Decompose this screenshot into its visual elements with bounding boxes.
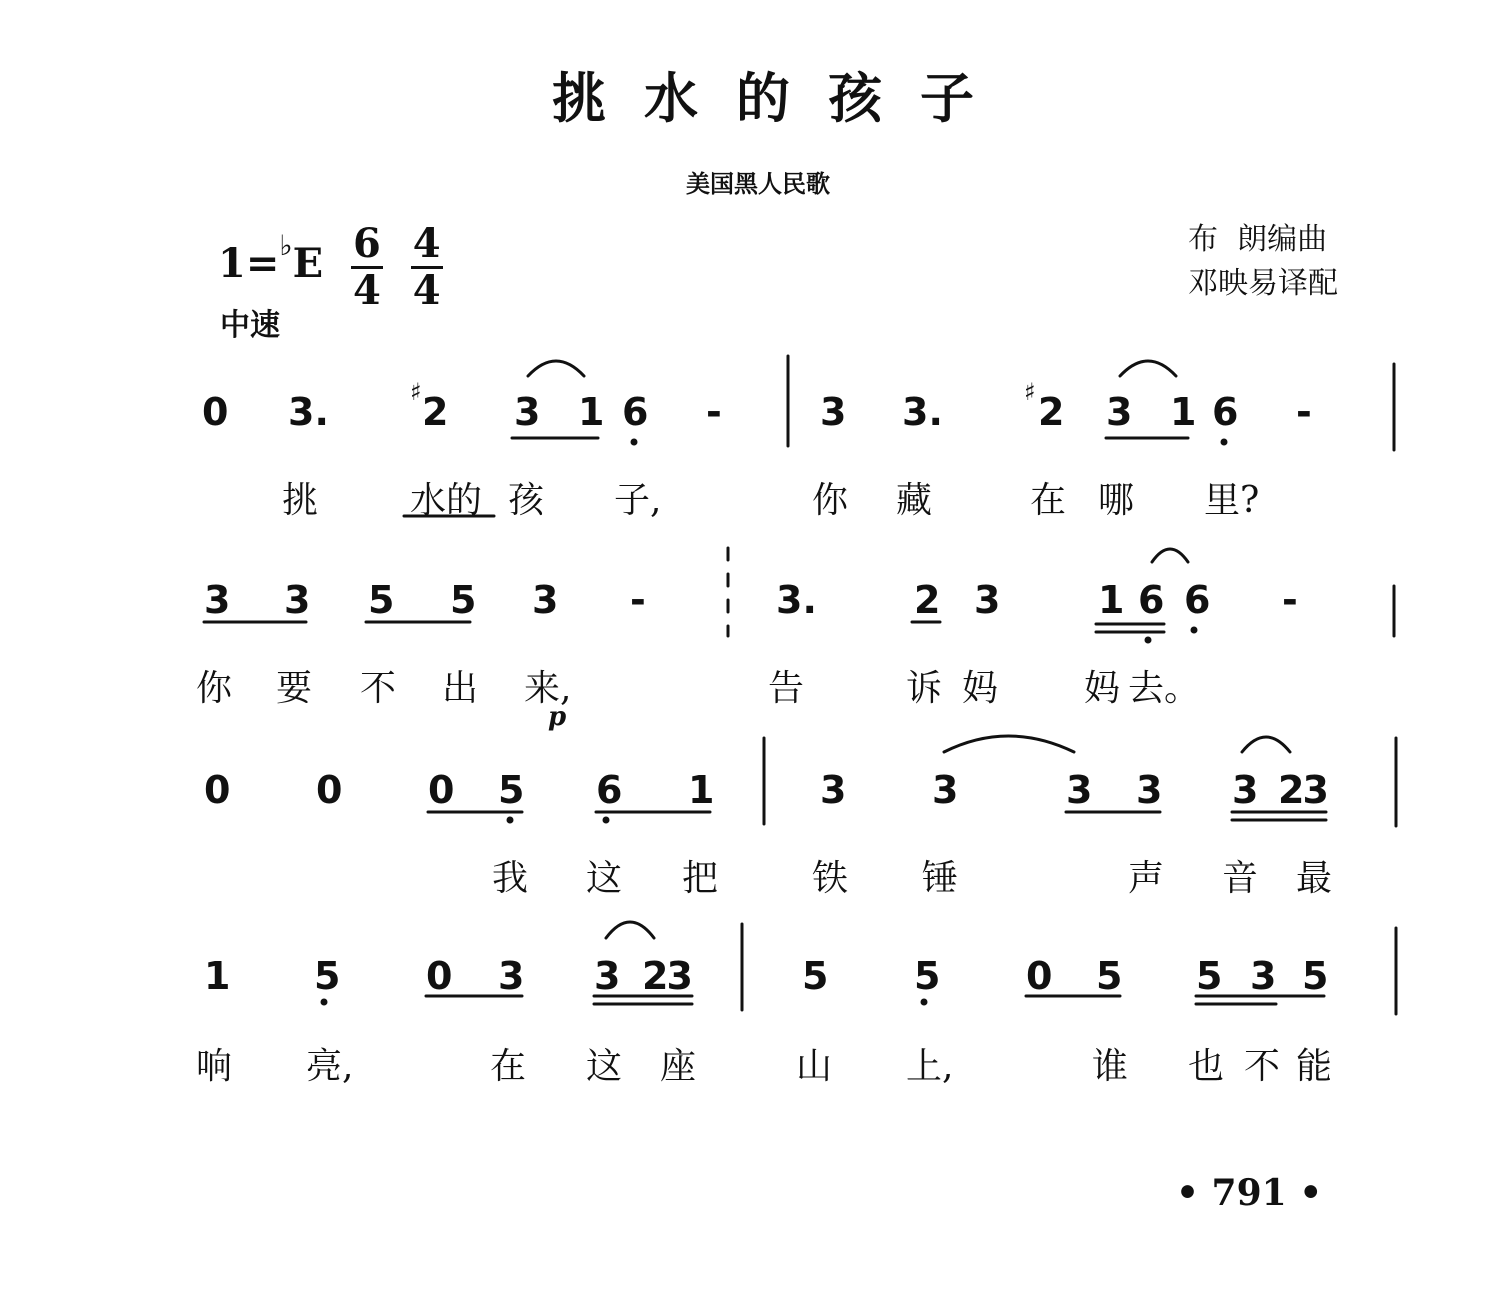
lyric: 水的: [410, 480, 483, 521]
octave-dot: [603, 817, 610, 824]
lyric: 我: [492, 858, 529, 899]
octave-dot: [321, 999, 328, 1006]
flat-sign: ♭: [279, 229, 293, 262]
lyric: 妈: [962, 668, 999, 709]
octave-dot: [1145, 637, 1152, 644]
note: 3: [974, 578, 1001, 622]
note: 3: [1250, 954, 1277, 998]
lyric: 孩: [508, 480, 545, 521]
slur: [606, 922, 654, 938]
page-number: • 791 •: [1176, 1172, 1323, 1214]
lyric: 最: [1296, 858, 1333, 899]
lyric: 把: [682, 858, 719, 899]
note: 3: [514, 390, 541, 434]
lyric: 出: [442, 668, 479, 709]
note: 6: [622, 390, 649, 434]
octave-dot: [631, 439, 638, 446]
note: 3: [532, 578, 559, 622]
note: 5: [498, 768, 525, 812]
note: 3: [498, 954, 525, 998]
tempo-marking: 中速: [220, 308, 280, 343]
note: 1: [578, 390, 605, 434]
note: 0: [316, 768, 343, 812]
note: 3: [1066, 768, 1093, 812]
lyric: 你: [196, 668, 233, 709]
ts1-denominator: 4: [353, 266, 381, 314]
note: 2: [422, 390, 449, 434]
note: 1: [688, 768, 715, 812]
lyric: 妈: [1084, 668, 1121, 709]
lyric: 上,: [906, 1046, 954, 1087]
lyric: 里?: [1204, 480, 1260, 521]
lyric: 这: [586, 858, 623, 899]
dynamic-piano: p: [548, 702, 567, 732]
note: 0: [204, 768, 231, 812]
note: 5: [802, 954, 829, 998]
song-title: 挑水的孩子: [552, 66, 1012, 130]
lyric: 声: [1128, 858, 1165, 899]
slur: [528, 361, 584, 376]
note: 1: [1170, 390, 1197, 434]
lyric: 亮,: [306, 1046, 354, 1087]
lyric: 山: [796, 1046, 833, 1087]
ts2-denominator: 4: [412, 266, 441, 314]
slur: [1120, 361, 1176, 376]
octave-dot: [1191, 627, 1198, 634]
credit-arranger: 布 朗编曲: [1188, 222, 1328, 257]
note: 0: [426, 954, 453, 998]
key-letter: E: [292, 240, 324, 287]
octave-dot: [507, 817, 514, 824]
lyric: 诉: [906, 668, 943, 709]
note: 6: [1212, 390, 1239, 434]
ts2-numerator: 4: [412, 219, 441, 267]
note: 3: [1232, 768, 1259, 812]
note: 3.: [902, 390, 943, 434]
note: 5: [368, 578, 395, 622]
note: 3: [1136, 768, 1163, 812]
note: 0: [1026, 954, 1053, 998]
note: 5: [450, 578, 477, 622]
lyric: 去。: [1128, 668, 1201, 709]
lyric: 告: [768, 668, 805, 709]
lyric: 不: [1244, 1046, 1281, 1087]
note: 1: [1098, 578, 1125, 622]
lyric: 在: [490, 1046, 527, 1087]
lyric: 在: [1030, 480, 1067, 521]
lyric: 子,: [614, 480, 662, 521]
note: 3: [284, 578, 311, 622]
lyric: 也: [1188, 1046, 1225, 1087]
note: 5: [1096, 954, 1123, 998]
note: 3.: [776, 578, 817, 622]
lyric: 能: [1296, 1046, 1333, 1087]
lyric: 锤: [922, 858, 959, 899]
note: 3: [932, 768, 959, 812]
credit-translator: 邓映易译配: [1188, 266, 1338, 301]
lyric: 响: [196, 1046, 233, 1087]
lyric: 哪: [1098, 480, 1135, 521]
lyric: 座: [660, 1046, 697, 1087]
slur: [944, 736, 1074, 752]
note: 23: [1278, 768, 1327, 812]
note: 2: [914, 578, 941, 622]
octave-dot: [921, 999, 928, 1006]
slur: [1152, 549, 1188, 562]
lyric: 挑: [282, 480, 319, 521]
note: 3: [1106, 390, 1133, 434]
lyric: 要: [276, 668, 313, 709]
note: 0: [428, 768, 455, 812]
slur: [1242, 737, 1290, 752]
note: 2: [1038, 390, 1065, 434]
sharp-sign: ♯: [1024, 378, 1036, 406]
note: 6: [1184, 578, 1211, 622]
lyric: 铁: [812, 858, 849, 899]
note-dash: -: [1296, 390, 1312, 434]
note: 0: [202, 390, 229, 434]
note-dash: -: [706, 390, 722, 434]
lyric: 音: [1222, 858, 1259, 899]
note: 1: [204, 954, 231, 998]
key-prefix: 1=: [218, 240, 280, 287]
octave-dot: [1221, 439, 1228, 446]
note-dash: -: [1282, 578, 1298, 622]
note: 5: [1196, 954, 1223, 998]
lyric: 谁: [1092, 1046, 1129, 1087]
lyric: 藏: [896, 480, 933, 521]
lyric: 你: [812, 480, 849, 521]
note: 5: [1302, 954, 1329, 998]
note: 3: [594, 954, 621, 998]
note-dash: -: [630, 578, 646, 622]
lyric: 不: [360, 668, 397, 709]
note: 5: [914, 954, 941, 998]
note: 3: [204, 578, 231, 622]
note: 23: [642, 954, 691, 998]
ts1-numerator: 6: [353, 219, 381, 267]
lyric: 来,: [524, 668, 572, 709]
note: 6: [1138, 578, 1165, 622]
note: 3: [820, 768, 847, 812]
sharp-sign: ♯: [410, 378, 422, 406]
note: 3.: [288, 390, 329, 434]
note: 6: [596, 768, 623, 812]
note: 5: [314, 954, 341, 998]
note: 3: [820, 390, 847, 434]
song-origin: 美国黑人民歌: [686, 170, 830, 198]
lyric: 这: [586, 1046, 623, 1087]
